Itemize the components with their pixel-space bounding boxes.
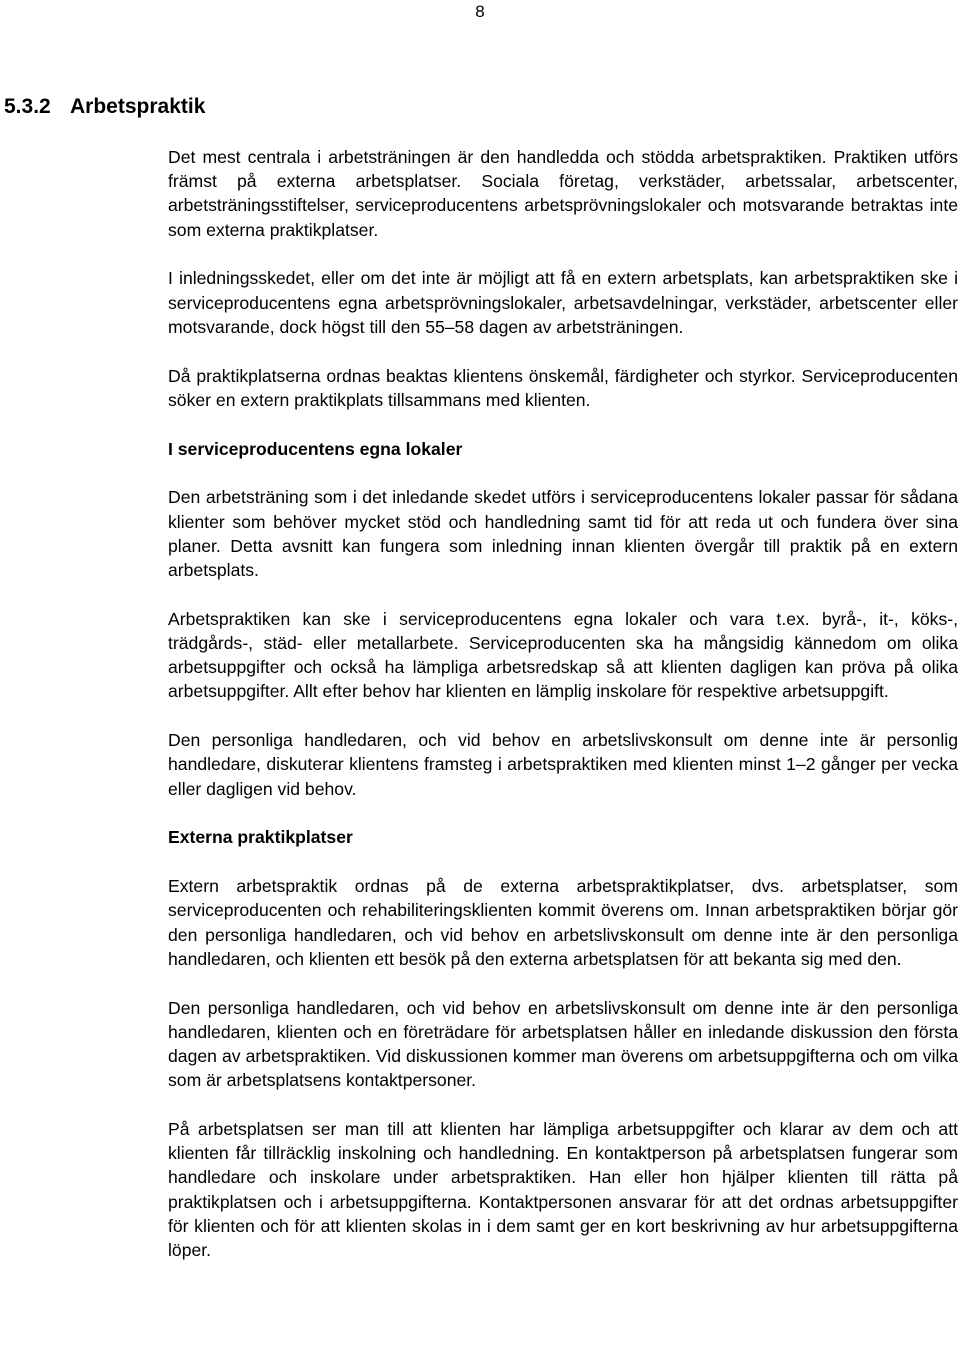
section-number: 5.3.2: [4, 95, 51, 118]
paragraph: Den arbetsträning som i det inledande skedet utförs i serviceproducentens lokaler passar för sådana klienter som behöver mycket stöd och handledning samt tid för att reda ut och fundera över sina planer. Detta avsnitt kan fungera som inledning innan klienten övergår till praktik på en extern arbetsplats.: [168, 487, 958, 581]
paragraph: Då praktikplatserna ordnas beaktas klientens önskemål, färdigheter och styrkor. Serviceproducenten söker en extern praktikplats tillsammans med klienten.: [168, 365, 958, 410]
paragraph: Det mest centrala i arbetsträningen är den handledda och stödda arbetspraktiken. Praktiken utförs främst på externa arbetsplatser. Sociala företag, verkstäder, arbetssalar, arbetscenter, arbetsträningsstiftelser, serviceproducentens arbetsprövningslokaler och motsvarande betraktas inte som externa praktikplatser.: [168, 147, 958, 240]
page-number: 8: [475, 2, 485, 21]
body-text: [168, 145, 958, 1262]
section-heading: [4, 94, 205, 120]
subheading-external-placements: Externa praktikplatser: [168, 827, 353, 848]
paragraph: Extern arbetspraktik ordnas på de externa arbetspraktikplatser, dvs. arbetsplatser, som serviceproducenten och rehabiliteringsklienten kommit överens om. Innan arbetspraktiken börjar gör den personliga handledaren, och vid behov en arbetslivskonsult om denne inte är den personliga handledaren, och klienten ett besök på den externa arbetsplatsen för att bekanta sig med den.: [168, 876, 958, 969]
section-title: Arbetspraktik: [70, 95, 206, 118]
subheading-own-premises: I serviceproducentens egna lokaler: [168, 438, 463, 459]
paragraph: Arbetspraktiken kan ske i serviceproducentens egna lokaler och vara t.ex. byrå-, it-, köks-, trädgårds-, städ- eller metallarbete. Serviceproducenten ska ha mångsidig kännedom om olika arbetsuppgifter och också ha lämpliga arbetsredskap så att klienten dagligen kan pröva på olika arbetsuppgifter. Allt efter behov har klienten en lämplig inskolare för respektive arbetsuppgift.: [168, 608, 958, 702]
paragraph: Den personliga handledaren, och vid behov en arbetslivskonsult om denne inte är personlig handledare, diskuterar klientens framsteg i arbetspraktiken med klienten minst 1–2 gånger per vecka eller dagligen vid behov.: [168, 730, 958, 799]
paragraph: I inledningsskedet, eller om det inte är möjligt att få en extern arbetsplats, kan arbetspraktiken ske i serviceproducentens egna arbetsprövningslokaler, arbetsavdelningar, verkstäder, arbetscenter eller motsvarande, dock högst till den 55–58 dagen av arbetsträningen.: [168, 268, 958, 337]
paragraph: På arbetsplatsen ser man till att klienten har lämpliga arbetsuppgifter och klarar av dem och att klienten får tillräcklig inskolning och handledning. En kontaktperson på arbetsplatsen fungerar som handledare och inskolare under arbetspraktiken. Han eller hon hjälper klienten till rätta på praktikplatsen och i arbetsuppgifterna. Kontaktpersonen ansvarar för att det ordnas arbetsuppgifter för klienten och för att klienten skolas in i dem samt ger en kort beskrivning av hur arbetsuppgifterna löper.: [168, 1119, 958, 1261]
paragraph: Den personliga handledaren, och vid behov en arbetslivskonsult om denne inte är den personliga handledaren, klienten och en företrädare för arbetsplatsen håller en inledande diskussion den första dagen av arbetspraktiken. Vid diskussionen kommer man överens om arbetsuppgifterna och om vilka som är arbetsplatsens kontaktpersoner.: [168, 997, 958, 1091]
